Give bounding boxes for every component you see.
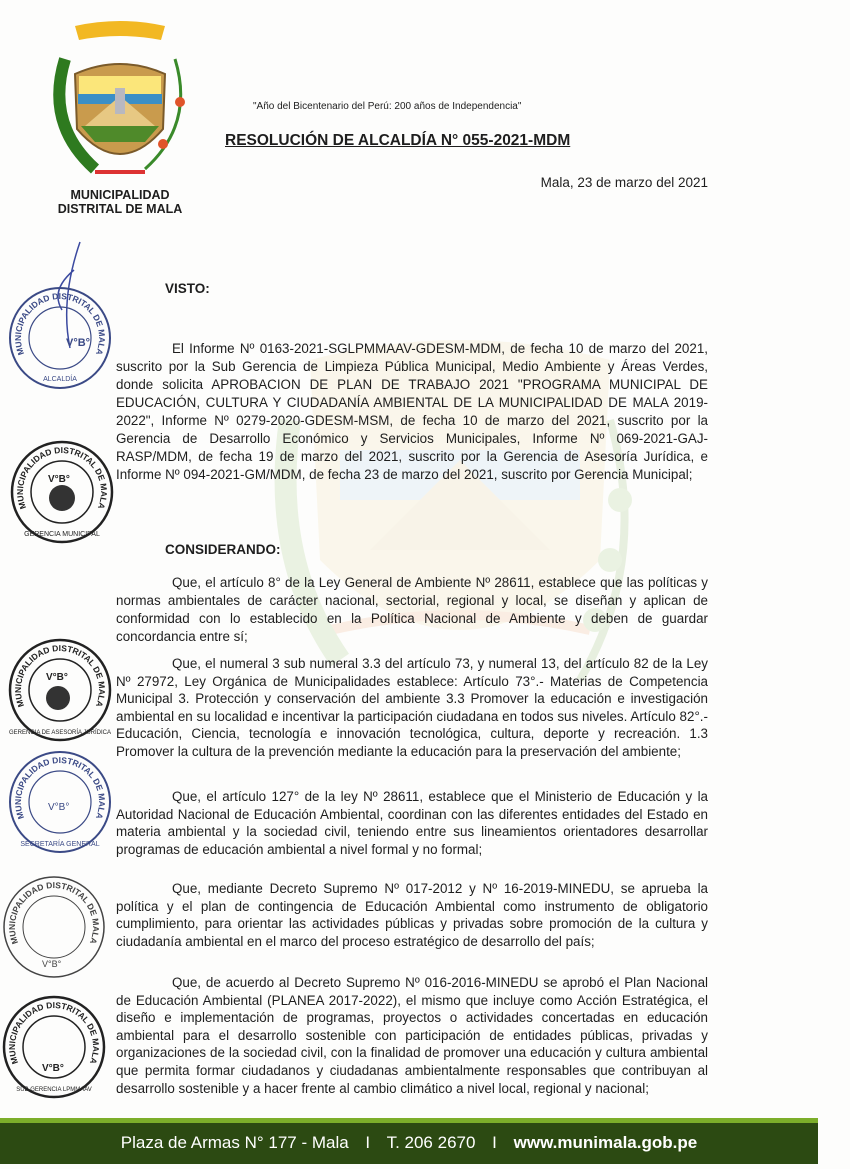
considerando-paragraph-5: Que, de acuerdo al Decreto Supremo Nº 016-2016-MINEDU se aprobó el Plan Nacional de Educación Ambiental (PLANEA 2017-2022), el mismo que incluye como Acción Estratégica, el diseño e implementación de programas, proyectos o actividades concertadas en educación ambiental para el desarrollo sostenible con participación de entidades públicas, privadas y organizaciones de la sociedad civil, con la finalidad de promover una educación y cultura ambiental que permita formar ciudadanos y ciudadanas ambientalmente responsables que contribuyan al desarrollo sostenible y a hacer frente al cambio climático a nivel local, regional y nacional;	[116, 975, 708, 1096]
considerando-paragraph-4: Que, mediante Decreto Supremo Nº 017-2012 y Nº 16-2019-MINEDU, se aprueba la política y el plan de contingencia de Educación Ambiental como instrumento de obligatorio cumplimiento, para orientar las actividades públicas y privadas sobre promoción de la cultura y ciudadanía ambiental en el marco del proceso estratégico de desarrollo del país;	[116, 881, 708, 949]
stamp-label: MUNICIPALIDAD DISTRITAL DE MALA	[12, 642, 108, 709]
footer-address: Plaza de Armas N° 177 - Mala	[120, 1133, 349, 1152]
considerando-paragraph-3: Que, el artículo 127° de la ley Nº 28611, establece que el Ministerio de Educación y la Autoridad Nacional de Educación Ambiental, coordinan con las diferentes entidades del Estado en materia ambiental y la sociedad civil, teniendo entre sus lineamientos orientadores desarrollar programas de educación ambiental a nivel formal y no formal;	[116, 789, 708, 857]
approval-stamp-gerencia-municipal	[10, 440, 114, 544]
stamp-label: MUNICIPALIDAD DISTRITAL DE MALA	[6, 879, 102, 946]
municipality-name-line1: MUNICIPALIDAD	[70, 188, 170, 202]
visto-paragraph: El Informe Nº 0163-2021-SGLPMMAAV-GDESM-MDM, de fecha 10 de marzo del 2021, suscrito por la Sub Gerencia de Limpieza Pública Municipal, Medio Ambiente y Áreas Verdes, donde solicita APROBACION DE PLAN DE TRABAJO 2021 "PROGRAMA MUNICIPAL DE EDUCACIÓN, CULTURA Y CIUDADANÍA AMBIENTAL DE LA MUNICIPALIDAD DE MALA 2019-2022", Informe Nº 0279-2020-GDESM-MSM, de fecha 10 de marzo del 2021, suscrito por la Gerencia de Desarrollo Económico y Servicios Municipales, Informe Nº 069-2021-GAJ-RASP/MDM, de fecha 19 de marzo del 2021, suscrito por la Gerencia de Asesoría Jurídica, e Informe Nº 094-2021-GM/MDM, de fecha 23 de marzo del 2021, suscrito por Gerencia Municipal;	[116, 341, 708, 482]
approval-stamp	[2, 875, 106, 979]
municipality-name	[40, 188, 200, 216]
stamp-sub: GERENCIA DE ASESORÍA JURÍDICA	[8, 730, 112, 736]
stamp-label: MUNICIPALIDAD DISTRITAL DE MALA	[14, 444, 110, 511]
footer-separator: I	[492, 1133, 497, 1152]
approval-stamp-asesoria-juridica	[8, 638, 112, 742]
stamp-vb: V°B°	[66, 337, 91, 349]
approval-stamp-secretaria-general	[8, 750, 112, 854]
stamp-label: MUNICIPALIDAD DISTRITAL DE MALA	[6, 999, 102, 1066]
stamp-sub: SUB GERENCIA LPMMAAV	[16, 1087, 92, 1093]
stamp-sub: GERENCIA MUNICIPAL	[24, 531, 100, 538]
stamp-sub: SECRETARÍA GENERAL	[20, 841, 100, 848]
municipality-crest-logo	[45, 14, 195, 184]
footer-website-link[interactable]: www.munimala.gob.pe	[513, 1133, 698, 1152]
stamp-vb: V°B°	[48, 802, 70, 813]
approval-stamp-subgerencia	[2, 995, 106, 1099]
stamp-label: MUNICIPALIDAD DISTRITAL DE MALA	[12, 290, 108, 357]
approval-stamp-alcaldia	[8, 286, 112, 390]
stamp-label: MUNICIPALIDAD DISTRITAL DE MALA	[12, 754, 108, 821]
stamp-vb: V°B°	[48, 474, 70, 485]
stamp-vb: V°B°	[42, 959, 62, 969]
footer-bar	[0, 1118, 818, 1164]
considerando-paragraph-2: Que, el numeral 3 sub numeral 3.3 del artículo 73, y numeral 13, del artículo 82 de la Ley Nº 27972, Ley Orgánica de Municipalidades establece: Artículo 73°.- Materias de Competencia Municipal 3. Protección y conservación del ambiente 3.3 Promover la educación e investigación ambiental en su localidad e incentivar la participación ciudadana en todos sus niveles. Artículo 82°.- Educación, Ciencia, tecnología e innovación tecnológica, cultura, deporte y recreación. 1.3 Promover la cultura de la prevención mediante la educación para la preservación del ambiente;	[116, 656, 708, 759]
considerando-heading: CONSIDERANDO:	[165, 542, 281, 557]
year-motto: "Año del Bicentenario del Perú: 200 años de Independencia"	[253, 101, 522, 112]
stamp-vb: V°B°	[42, 1063, 64, 1074]
visto-heading: VISTO:	[165, 281, 210, 296]
considerando-paragraph-1: Que, el artículo 8° de la Ley General de Ambiente Nº 28611, establece que las políticas y normas ambientales de carácter nacional, sectorial, regional y local, se diseñan y aplican de conformidad con lo establecido en la Política Nacional de Ambiente y deben de guardar concordancia entre sí;	[116, 575, 708, 644]
municipality-name-line2: DISTRITAL DE MALA	[57, 202, 183, 216]
stamp-sub: ALCALDÍA	[43, 376, 77, 383]
resolution-date: Mala, 23 de marzo del 2021	[540, 175, 708, 190]
footer-separator: I	[365, 1133, 371, 1152]
stamp-vb: V°B°	[46, 672, 68, 683]
footer-phone: T. 206 2670	[386, 1133, 476, 1152]
resolution-title: RESOLUCIÓN DE ALCALDÍA N° 055-2021-MDM	[225, 132, 571, 149]
